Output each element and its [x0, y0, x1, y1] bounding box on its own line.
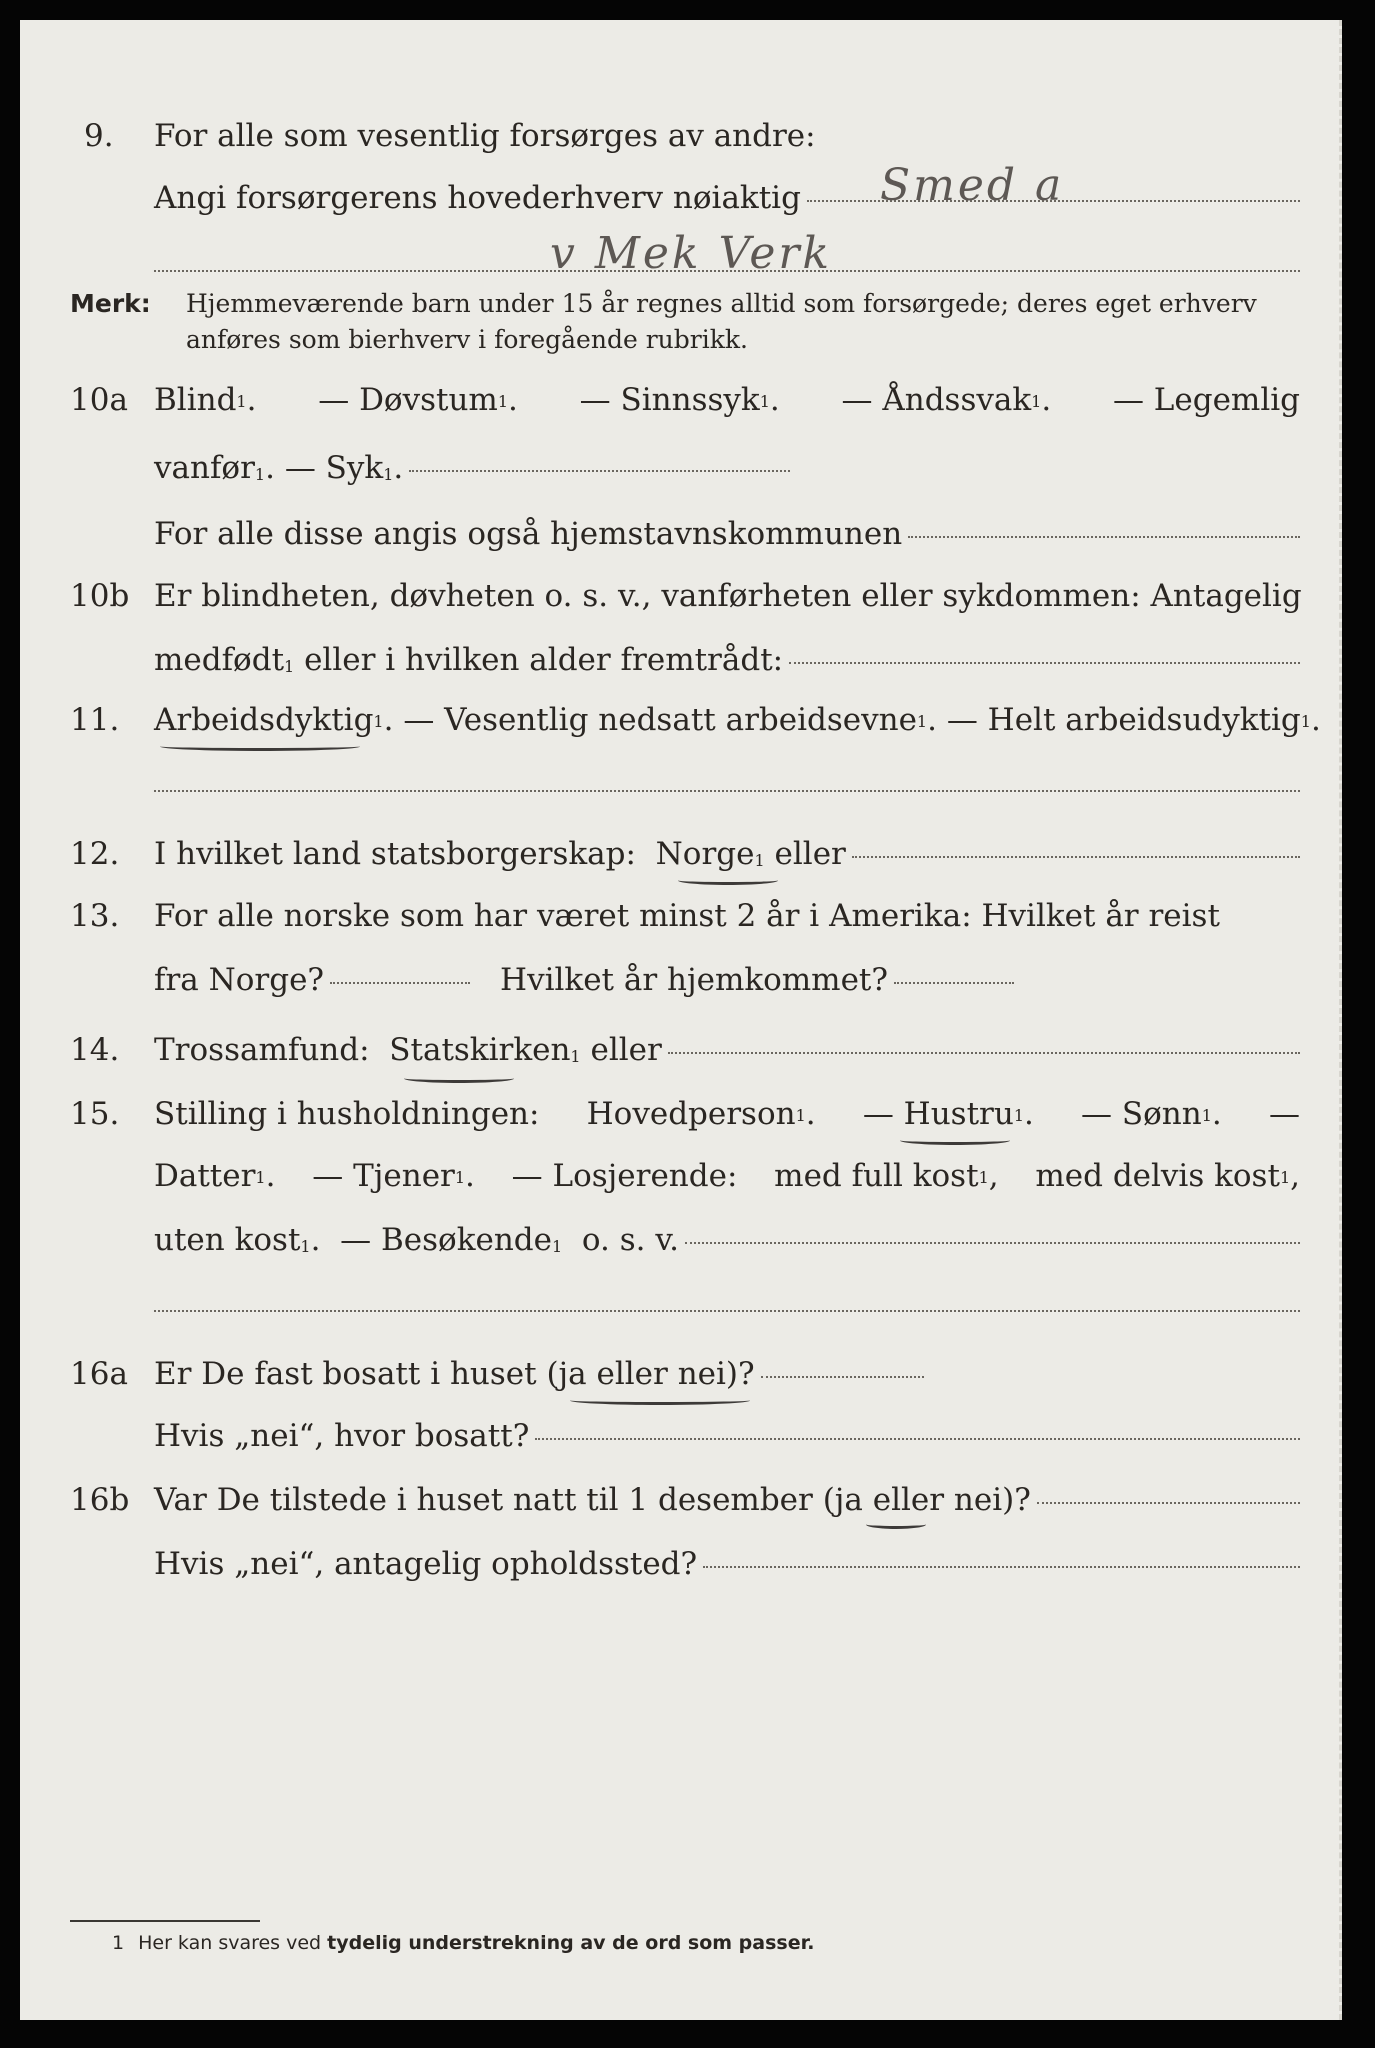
- q11-line: Arbeidsdyktig$^1$. — Vesentlig nedsatt arbeidsevne$^1$. — Helt arbeidsudyktig$^1$.: [154, 702, 1321, 738]
- q9-handwritten-answer2: v Mek Verk: [550, 228, 833, 279]
- q14-underline-mark: [404, 1074, 514, 1083]
- q9-line1: For alle som vesentlig forsørges av andre:: [154, 118, 816, 154]
- q15-answer-line: [154, 1310, 1300, 1312]
- q11-underline-mark: [160, 742, 360, 751]
- q15-line2: Datter$^1$. — Tjener$^1$. — Losjerende: med full kost$^1$, med delvis kost$^1$,: [154, 1158, 1300, 1194]
- q9-handwritten-answer1: Smed a: [880, 160, 1065, 211]
- q12-line: I hvilket land statsborgerskap: Norge $^1$ eller: [154, 834, 1300, 879]
- q11-number: 11.: [70, 702, 120, 738]
- q13-line2: fra Norge? Hvilket år hjemkommet?: [154, 960, 1014, 1000]
- q10b-line2: medfødt $^1$ eller i hvilken alder fremtrådt:: [154, 640, 1300, 685]
- q14-line: Trossamfund: Statskirken $^1$ eller: [154, 1030, 1300, 1075]
- q10a-line2: vanfør $^1$ . — Syk $^1$ .: [154, 448, 790, 493]
- q12-number: 12.: [70, 836, 120, 872]
- census-form-page: [20, 20, 1342, 2020]
- q10a-opt-sinnssyk: — Sinnssyk$^1$.: [579, 382, 780, 418]
- footnote-rule: [70, 1920, 260, 1922]
- q16b-underline-mark: [866, 1520, 926, 1529]
- q10a-opt-dovstum: — Døvstum$^1$.: [318, 382, 518, 418]
- q10b-number: 10b: [70, 578, 130, 614]
- q9-line2-text: Angi forsørgerens hovederhverv nøiaktig: [154, 180, 801, 216]
- merk-line1: Hjemmeværende barn under 15 år regnes alltid som forsørgede; deres eget erhverv: [186, 289, 1257, 318]
- q10b-line1: Er blindheten, døvheten o. s. v., vanførheten eller sykdommen: Antagelig: [154, 578, 1302, 614]
- q16b-line1: Var De tilstede i huset natt til 1 desember (ja eller nei)?: [154, 1480, 1300, 1520]
- q16b-line2: Hvis „nei“, antagelig opholdssted?: [154, 1544, 1300, 1584]
- q10a-opt-blind: Blind$^1$.: [154, 382, 257, 418]
- q15-line3: uten kost $^1$ . — Besøkende $^1$ o. s. v.: [154, 1220, 1300, 1265]
- q16a-number: 16a: [70, 1356, 128, 1392]
- q13-number: 13.: [70, 898, 120, 934]
- q16a-line1: Er De fast bosatt i huset (ja eller nei)?: [154, 1354, 924, 1394]
- q15-number: 15.: [70, 1096, 120, 1132]
- q10a-line3: For alle disse angis også hjemstavnskommunen: [154, 514, 1300, 554]
- q16a-underline-mark: [570, 1396, 750, 1405]
- q16b-number: 16b: [70, 1482, 130, 1518]
- q9-answer-line: [154, 270, 1300, 272]
- q9-line2: [154, 178, 1300, 218]
- footnote: 1 Her kan svares ved tydelig understrekning av de ord som passer.: [112, 1932, 815, 1954]
- merk-label: Merk:: [70, 289, 151, 318]
- q10a-opt-legemlig: — Legemlig: [1112, 382, 1300, 418]
- q15-line1: Stilling i husholdningen: Hovedperson$^1$. — Hustru$^1$. — Sønn$^1$. —: [154, 1096, 1300, 1132]
- q15-underline-mark: [900, 1136, 1010, 1145]
- q16a-line2: Hvis „nei“, hvor bosatt?: [154, 1416, 1300, 1456]
- footnote-mark: 1: [112, 1932, 125, 1954]
- q14-number: 14.: [70, 1032, 120, 1068]
- q10a-number: 10a: [70, 382, 128, 418]
- q10a-opt-andssvak: — Åndssvak$^1$.: [841, 382, 1052, 418]
- q10a-line1: [154, 380, 1300, 420]
- q13-line1: For alle norske som har været minst 2 år i Amerika: Hvilket år reist: [154, 898, 1220, 934]
- merk-line2: anføres som bierhverv i foregående rubrikk.: [186, 325, 748, 354]
- q11-answer-line: [154, 790, 1300, 792]
- q9-number: 9.: [84, 118, 114, 154]
- q12-underline-mark: [678, 876, 778, 885]
